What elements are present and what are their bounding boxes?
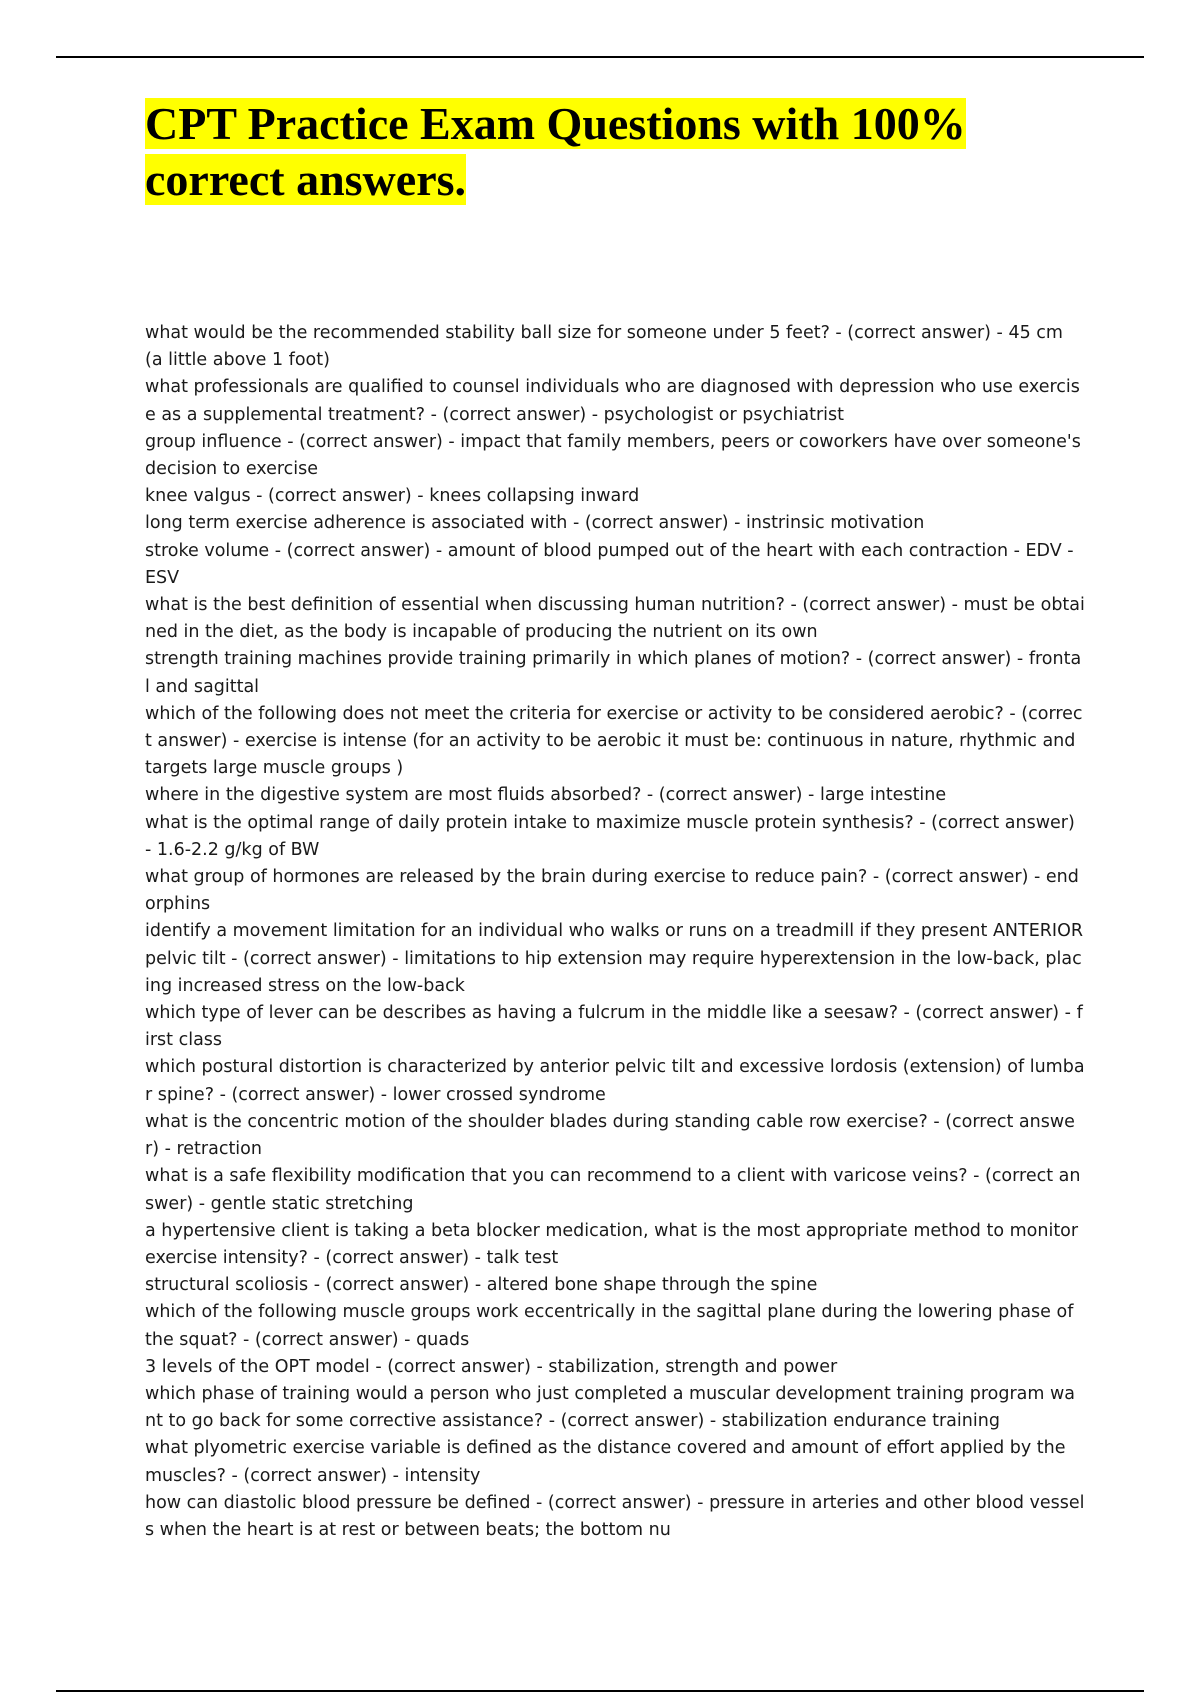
- question-text: what would be the recommended stability ball size for someone under 5 feet?: [145, 323, 830, 343]
- answer-text: lower crossed syndrome: [392, 1084, 606, 1105]
- answer-text: frontal and sagittal: [145, 649, 1082, 697]
- answer-text: exercise is intense (for an activity to be aerobic it must be: continuous in nature, rhythmic and targets large muscle groups ): [145, 731, 1076, 779]
- answer-separator: - (correct answer) -: [543, 1411, 722, 1432]
- question-text: how can diastolic blood pressure be defined: [145, 1492, 531, 1513]
- qa-item: [145, 1299, 1085, 1353]
- answer-separator: - (correct answer) -: [225, 948, 405, 969]
- question-text: what plyometric exercise variable is defined as the distance covered and amount of effort applied by the muscles?: [145, 1438, 1066, 1486]
- answer-text: first class: [145, 1003, 1083, 1051]
- qa-item: [145, 374, 1085, 428]
- question-text: which phase of training would a person who just completed a muscular development training program want to go back for some corrective assistance?: [145, 1383, 1076, 1432]
- answer-separator: - (correct answer) -: [567, 513, 746, 534]
- question-text: what is the optimal range of daily protein intake to maximize muscle protein synthesis?: [145, 812, 914, 833]
- question-text: long term exercise adherence is associated with: [145, 513, 568, 534]
- answer-separator: - (correct answer) -: [425, 404, 604, 425]
- answer-separator: - (correct answer) -: [237, 1329, 417, 1350]
- answer-separator: - (correct answer) -: [530, 1492, 710, 1513]
- qa-item: [145, 1054, 1085, 1108]
- qa-item: [145, 1218, 1085, 1272]
- answer-separator: - (correct answer) -: [145, 1166, 1081, 1214]
- answer-text: impact that family members, peers or coworkers have over someone's decision to exercise: [145, 431, 1081, 480]
- question-text: what is a safe flexibility modification that you can recommend to a client with varicose veins?: [145, 1166, 968, 1187]
- answer-separator: - (correct answer) -: [250, 486, 430, 507]
- answer-text: large intestine: [819, 785, 947, 806]
- answer-text: 45 cm (a little above 1 foot): [145, 323, 1063, 371]
- bottom-rule: [56, 1690, 1144, 1692]
- question-text: knee valgus: [145, 486, 251, 507]
- answer-text: stabilization, strength and power: [548, 1356, 838, 1377]
- document-title: [145, 96, 1105, 208]
- question-text: what is the concentric motion of the shoulder blades during standing cable row exercise?: [145, 1111, 928, 1132]
- qa-item: [145, 1435, 1085, 1489]
- question-text: which of the following muscle groups work eccentrically in the sagittal plane during the lowering phase of the squat?: [145, 1302, 1074, 1350]
- qa-item: [145, 1490, 1085, 1544]
- answer-text: amount of blood pumped out of the heart with each contraction - EDV - ESV: [145, 540, 1074, 588]
- answer-text: intensity: [404, 1465, 481, 1486]
- answer-text: gentle static stretching: [210, 1193, 414, 1214]
- answer-text: psychologist or psychiatrist: [603, 404, 844, 425]
- question-text: stroke volume: [145, 540, 270, 561]
- qa-item: [145, 320, 1085, 374]
- answer-separator: - (correct answer) -: [308, 1275, 487, 1296]
- qa-item: [145, 918, 1085, 1000]
- qa-item: [145, 1354, 1085, 1381]
- answer-separator: - (correct answer) -: [307, 1247, 487, 1268]
- answer-separator: - (correct answer) -: [145, 812, 1075, 860]
- question-text: what group of hormones are released by the brain during exercise to reduce pain?: [145, 867, 868, 888]
- document-title-text: CPT Practice Exam Questions with 100% correct answers.: [145, 98, 966, 205]
- answer-text: talk test: [486, 1247, 559, 1268]
- question-text: which postural distortion is characterized by anterior pelvic tilt and excessive lordosis (extension) of lumbar spine?: [145, 1057, 1085, 1105]
- answer-separator: - (correct answer) -: [784, 595, 964, 616]
- answer-text: altered bone shape through the spine: [486, 1275, 818, 1296]
- question-text: what is the best definition of essential when discussing human nutrition?: [145, 595, 785, 616]
- qa-item: [145, 1109, 1085, 1163]
- qa-item: [145, 864, 1085, 918]
- answer-separator: - (correct answer) -: [269, 540, 448, 561]
- question-text: identify a movement limitation for an individual who walks or runs on a treadmill if they present ANTERIOR pelvic tilt: [145, 921, 1084, 969]
- question-text: which of the following does not meet the criteria for exercise or activity to be considered aerobic?: [145, 703, 1004, 724]
- qa-item: [145, 1381, 1085, 1435]
- qa-item: [145, 646, 1085, 700]
- answer-separator: - (correct answer) -: [850, 649, 1029, 670]
- qa-item: [145, 510, 1085, 537]
- answer-separator: - (correct answer) -: [214, 1084, 393, 1105]
- answer-text: 1.6-2.2 g/kg of BW: [156, 839, 320, 860]
- question-text: structural scoliosis: [145, 1275, 309, 1296]
- answer-text: instrinsic motivation: [746, 513, 925, 534]
- answer-text: endorphins: [145, 867, 1079, 915]
- qa-item: [145, 483, 1085, 510]
- question-text: group influence: [145, 431, 282, 452]
- qa-item: [145, 1163, 1085, 1217]
- answer-text: pressure in arteries and other blood vessels when the heart is at rest or between beats; the bottom nu: [145, 1492, 1085, 1540]
- question-text: what professionals are qualified to counsel individuals who are diagnosed with depression who use exercise as a supplemental treatment?: [145, 377, 1080, 425]
- answer-text: stabilization endurance training: [721, 1411, 1000, 1432]
- answer-separator: - (correct answer) -: [829, 323, 1009, 343]
- qa-item: [145, 701, 1085, 783]
- answer-separator: - (correct answer) -: [369, 1356, 549, 1377]
- qa-item: [145, 1272, 1085, 1299]
- qa-item: [145, 429, 1085, 483]
- answer-text: limitations to hip extension may require hyperextension in the low-back, placing increased stress on the low-back: [145, 948, 1082, 996]
- answer-separator: - (correct answer) -: [867, 867, 1046, 888]
- answer-separator: - (correct answer) -: [225, 1465, 405, 1486]
- answer-separator: - (correct answer) -: [145, 703, 1083, 752]
- question-text: which type of lever can be describes as having a fulcrum in the middle like a seesaw?: [145, 1003, 898, 1024]
- qa-list: [145, 320, 1085, 1544]
- answer-separator: - (correct answer) -: [281, 431, 461, 452]
- question-text: a hypertensive client is taking a beta blocker medication, what is the most appropriate method to monitor exercise intensity?: [145, 1220, 1079, 1268]
- qa-item: [145, 810, 1085, 864]
- top-rule: [56, 56, 1144, 58]
- qa-item: [145, 782, 1085, 809]
- qa-item: [145, 538, 1085, 592]
- question-text: where in the digestive system are most fluids absorbed?: [145, 785, 642, 806]
- answer-separator: - (correct answer) -: [897, 1003, 1077, 1024]
- answer-separator: - (correct answer) -: [145, 1111, 1075, 1160]
- question-text: 3 levels of the OPT model: [145, 1356, 370, 1377]
- question-text: strength training machines provide training primarily in which planes of motion?: [145, 649, 851, 670]
- qa-item: [145, 592, 1085, 646]
- answer-text: must be obtained in the diet, as the body is incapable of producing the nutrient on its own: [145, 595, 1085, 643]
- answer-text: quads: [416, 1329, 470, 1350]
- qa-item: [145, 1000, 1085, 1054]
- answer-text: retraction: [176, 1139, 262, 1160]
- answer-separator: - (correct answer) -: [641, 785, 820, 806]
- answer-text: knees collapsing inward: [429, 486, 640, 507]
